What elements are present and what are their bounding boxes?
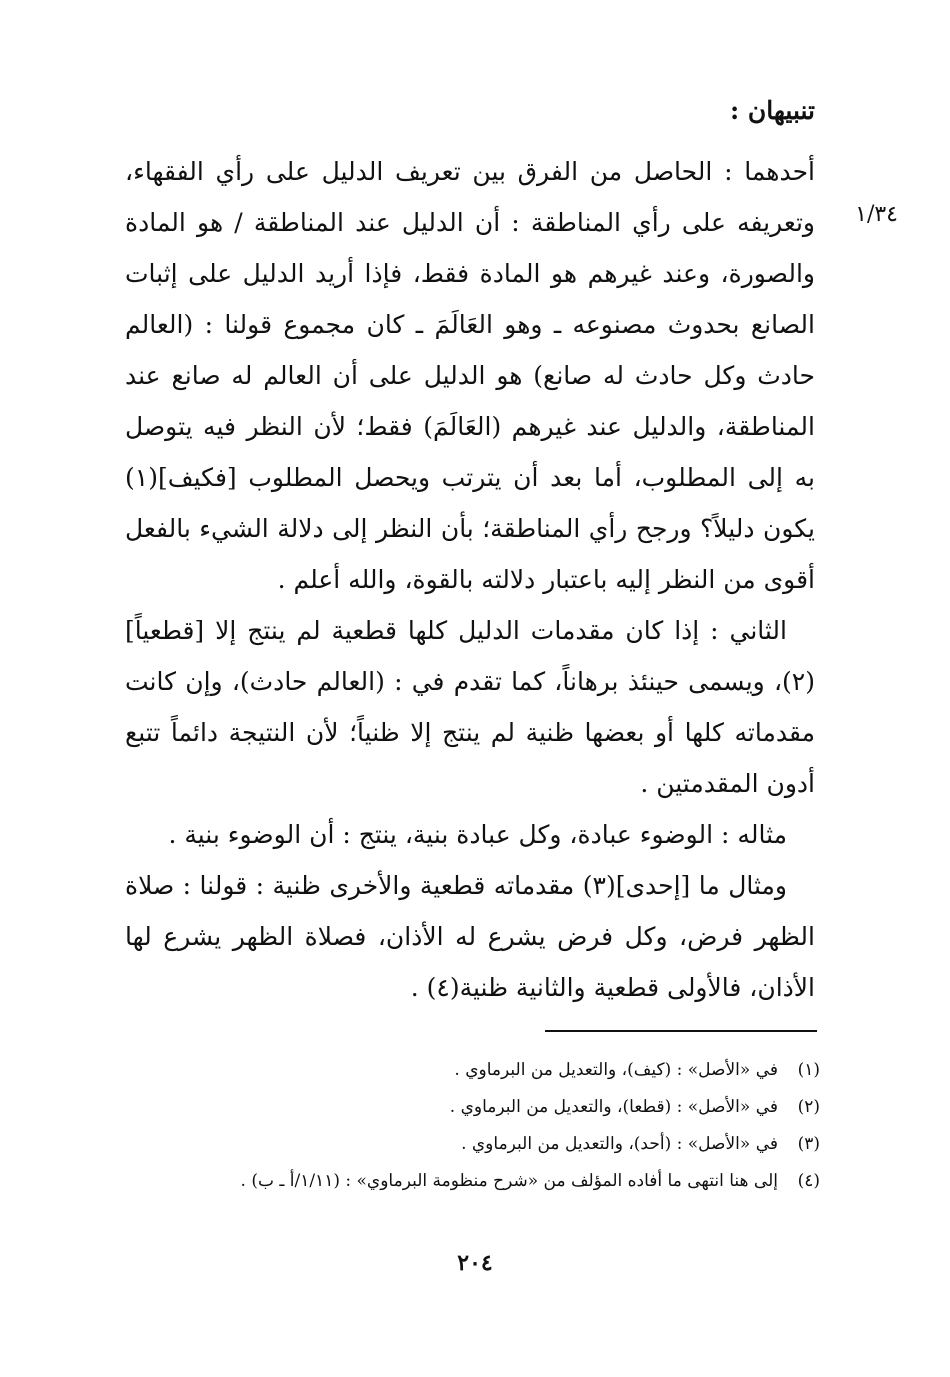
footnote — [130, 1089, 820, 1126]
footnote-text: إلى هنا انتهى ما أفاده المؤلف من «شرح منظومة البرماوي» : (١/١١/أ ـ ب) . — [240, 1171, 778, 1191]
footnote-separator — [545, 1030, 817, 1032]
main-text — [125, 146, 815, 1013]
footnote — [130, 1126, 820, 1163]
page-number: ٢٠٤ — [457, 1250, 493, 1276]
footnote-number: (٣) — [797, 1134, 820, 1154]
footnotes-list — [130, 1052, 820, 1200]
manuscript-folio-reference: ١/٣٤ — [855, 202, 898, 227]
footnote-text: في «الأصل» : (أحد)، والتعديل من البرماوي . — [461, 1134, 778, 1154]
footnote-number: (٤) — [797, 1171, 820, 1191]
section-heading: تنبيهان : — [729, 96, 815, 125]
footnote-number: (١) — [797, 1060, 820, 1080]
footnote — [130, 1052, 820, 1089]
footnote-text: في «الأصل» : (كيف)، والتعديل من البرماوي . — [454, 1060, 778, 1080]
paragraph-first-note: أحدهما : الحاصل من الفرق بين تعريف الدليل على رأي الفقهاء، وتعريفه على رأي المناطقة : أن الدليل عند المناطقة / هو المادة والصورة، وعند غيرهم هو المادة فقط، فإذا أريد الدليل على إثبات الصانع بحدوث مصنوعه ـ وهو العَالَمَ ـ كان مجموع قولنا : (العالم حادث وكل حادث له صانع) هو الدليل على أن العالم له صانع عند المناطقة، والدليل عند غيرهم (العَالَمَ) فقط؛ لأن النظر فيه يتوصل به إلى المطلوب، أما بعد أن يترتب ويحصل المطلوب [فكيف](١) يكون دليلاً؟ ورجح رأي المناطقة؛ بأن النظر إلى دلالة الشيء بالفعل أقوى من النظر إليه باعتبار دلالته بالقوة، والله أعلم . — [125, 157, 815, 594]
paragraph-second-note: الثاني : إذا كان مقدمات الدليل كلها قطعية لم ينتج إلا [قطعياً](٢)، ويسمى حينئذ برهاناً، كما تقدم في : (العالم حادث)، وإن كانت مقدماته كلها أو بعضها ظنية لم ينتج إلا ظنياً؛ لأن النتيجة دائماً تتبع أدون المقدمتين . — [125, 616, 815, 798]
footnote-number: (٢) — [797, 1097, 820, 1117]
footnote-text: في «الأصل» : (قطعا)، والتعديل من البرماوي . — [449, 1097, 778, 1117]
paragraph-example: مثاله : الوضوء عبادة، وكل عبادة بنية، ينتج : أن الوضوء بنية . — [168, 820, 787, 849]
footnote — [130, 1163, 820, 1200]
paragraph-second-example: ومثال ما [إحدى](٣) مقدماته قطعية والأخرى ظنية : قولنا : صلاة الظهر فرض، وكل فرض يشرع له الأذان، فصلاة الظهر يشرع لها الأذان، فالأولى قطعية والثانية ظنية(٤) . — [125, 871, 815, 1002]
